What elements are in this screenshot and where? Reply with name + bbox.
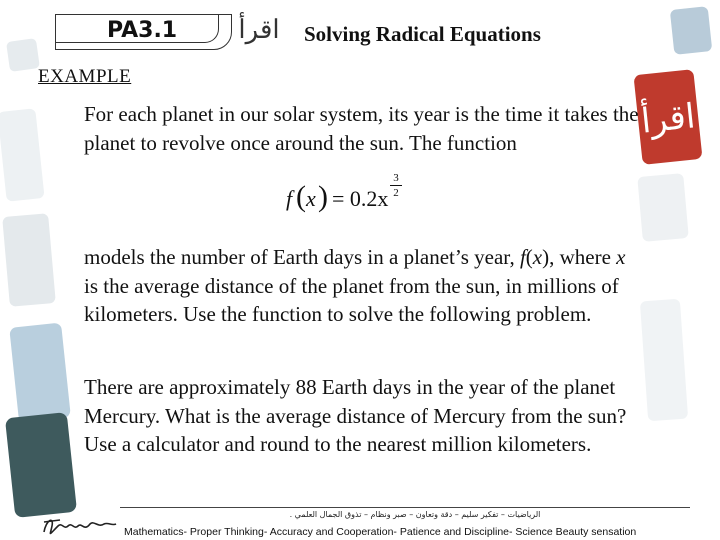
footer-arabic-motto: الرياضيات – تفكير سليم – دقة وتعاون – صبر ونظام – تذوق الجمال العلمي . [289, 510, 541, 519]
text-run: ), where [542, 245, 617, 269]
footer-english-motto: Mathematics- Proper Thinking- Accuracy and Cooperation- Patience and Discipline- Science Beauty sensation [124, 526, 637, 538]
page-title: Solving Radical Equations [304, 22, 541, 46]
intro-paragraph: For each planet in our solar system, its year is the time it takes the planet to revolve once around the sun. The function [84, 102, 639, 155]
formula-f: f [286, 186, 293, 211]
problem-paragraph: There are approximately 88 Earth days in the year of the planet Mercury. What is the average distance of Mercury from the sun? Use a calculator and round to the nearest million kilometers. [84, 375, 627, 456]
formula-close-paren: ) [318, 180, 328, 213]
model-paragraph [84, 243, 639, 329]
right-decoration [630, 0, 720, 540]
formula-exponent [390, 172, 402, 199]
text-run: is the average distance of the planet from the sun, in millions of kilometers. Use the function to solve the following problem. [84, 273, 619, 326]
formula-x: x [306, 186, 316, 211]
formula [286, 172, 416, 216]
text-run-italic: x [532, 245, 543, 269]
iqra-logo: اقرأ [238, 15, 280, 45]
formula-rhs: = 0.2x [332, 186, 389, 211]
text-run-italic: x [616, 245, 626, 269]
text-run: models the number of Earth days in a planet’s year, [84, 245, 520, 269]
footer-divider [120, 507, 690, 508]
exponent-denominator: 2 [393, 187, 399, 199]
formula-open-paren: ( [296, 180, 306, 213]
logo-glyph-right: اقرأ [639, 96, 698, 142]
text-run: ( [525, 245, 533, 269]
example-label: EXAMPLE [38, 66, 132, 87]
exponent-numerator: 3 [393, 172, 399, 184]
text-run-italic: f [519, 245, 526, 269]
lesson-code: PA3.1 [107, 18, 178, 43]
signature [40, 512, 120, 538]
